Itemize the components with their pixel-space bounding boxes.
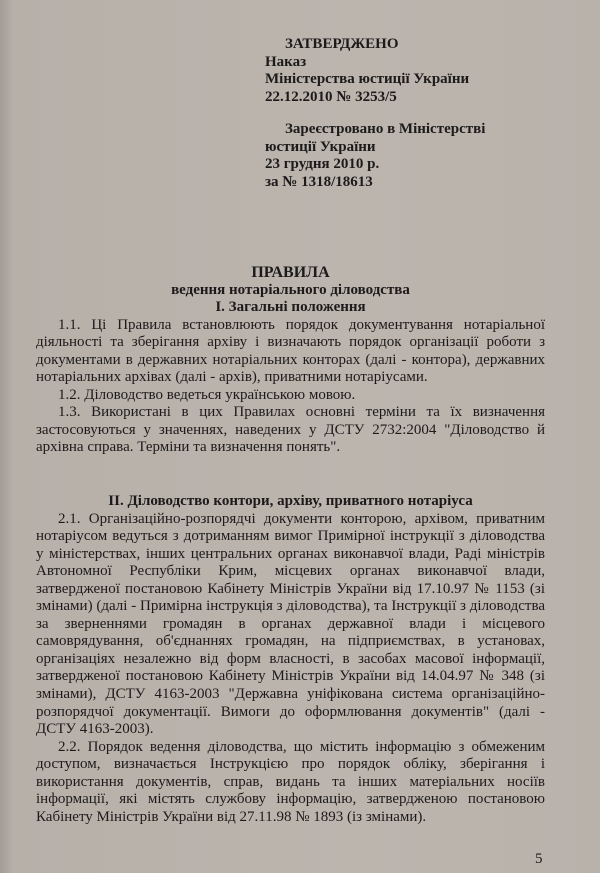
text-line: 1.1. Ці Правила встановлюють порядок документування нотаріальної bbox=[58, 316, 545, 333]
text-line: інформації, які містять службову інформацію, затвердженою постановою bbox=[36, 791, 545, 808]
paragraph bbox=[36, 317, 545, 387]
text-line: архівна справа. Терміни та визначення понять". bbox=[36, 439, 341, 456]
approval-title: ЗАТВЕРДЖЕНО bbox=[285, 36, 399, 52]
text-line: за зверненнями громадян в органах державної влади і місцевого bbox=[36, 615, 545, 632]
text-line: використання документів, справ, видань та інших матеріальних носіїв bbox=[36, 773, 545, 790]
text-line: змінами) (далі - Примірна інструкція з діловодства), та Інструкції з діловодства bbox=[36, 598, 545, 615]
text-line: затвердженої постановою Кабінету Міністрів України від 17.10.97 № 1153 (зі bbox=[36, 580, 545, 597]
section-1-body bbox=[36, 317, 545, 457]
document-title-block bbox=[36, 264, 545, 457]
paragraph bbox=[36, 387, 545, 405]
section-2-block bbox=[36, 493, 545, 826]
document-title: ПРАВИЛА bbox=[251, 264, 330, 281]
approval-line: Міністерства юстиції України bbox=[265, 71, 470, 88]
text-line: 1.3. Використані в цих Правилах основні терміни та їх визначення bbox=[58, 404, 545, 421]
text-line: нотаріусом ведуться з дотриманням вимог Примірної інструкції з діловодства bbox=[36, 528, 545, 545]
text-line: застосовуються у значеннях, наведених у ДСТУ 2732:2004 "Діловодство й bbox=[36, 421, 545, 438]
registered-line: 23 грудня 2010 р. bbox=[265, 156, 380, 173]
text-line: доступом, визначається Інструкцією про порядок обліку, зберігання і bbox=[36, 756, 545, 773]
text-line: 1.2. Діловодство ведеться українською мовою. bbox=[58, 386, 356, 403]
text-line: 2.2. Порядок ведення діловодства, що містить інформацію з обмеженим bbox=[58, 738, 545, 755]
text-line: змінами), ДСТУ 4163-2003 "Державна уніфікована система організаційно- bbox=[36, 686, 545, 703]
registered-line: за № 1318/18613 bbox=[265, 173, 373, 190]
section-1-heading: I. Загальні положення bbox=[215, 299, 366, 316]
paragraph bbox=[36, 511, 545, 739]
paragraph bbox=[36, 739, 545, 827]
page-number: 5 bbox=[535, 851, 543, 867]
registered-title: Зареєстровано в Міністерстві bbox=[285, 120, 486, 137]
text-line: нотаріальних архівах (далі - архів), приватними нотаріусами. bbox=[36, 369, 428, 386]
text-line: розпорядчої документації. Вимоги до оформлювання документів" (далі - bbox=[36, 703, 545, 720]
approval-stamp bbox=[265, 36, 485, 192]
paragraph bbox=[36, 404, 545, 457]
approval-line: 22.12.2010 № 3253/5 bbox=[265, 89, 397, 106]
text-line: Кабінету Міністрів України від 27.11.98 № 1893 (із змінами). bbox=[36, 808, 427, 825]
text-line: організаціях незалежно від форм власності, в засобах масової інформації, bbox=[36, 650, 545, 667]
section-2-heading: II. Діловодство контори, архіву, приватного нотаріуса bbox=[108, 493, 473, 509]
approval-line: Наказ bbox=[265, 53, 307, 70]
section-2-body bbox=[36, 511, 545, 827]
text-line: Автономної Республіки Крим, місцевих органах виконавчої влади, bbox=[36, 563, 545, 580]
text-line: 2.1. Організаційно-розпорядчі документи конторою, архівом, приватним bbox=[58, 510, 545, 527]
text-line: ДСТУ 4163-2003). bbox=[36, 721, 154, 738]
text-line: діяльності та зберігання архіву і визначають порядок організації роботи з bbox=[36, 334, 545, 351]
spacer bbox=[265, 107, 485, 121]
text-line: самоврядування, об'єднаннях громадян, на підприємствах, в установах, bbox=[36, 633, 545, 650]
text-line: у міністерствах, інших центральних органах виконавчої влади, Раді міністрів bbox=[36, 545, 545, 562]
text-line: документами в державних нотаріальних конторах (далі - контора), державних bbox=[36, 351, 545, 368]
document-subtitle: ведення нотаріального діловодства bbox=[171, 281, 410, 298]
registered-line: юстиції України bbox=[265, 138, 376, 155]
text-line: затвердженої постановою Кабінету Міністрів України від 14.04.97 № 348 (зі bbox=[36, 668, 545, 685]
